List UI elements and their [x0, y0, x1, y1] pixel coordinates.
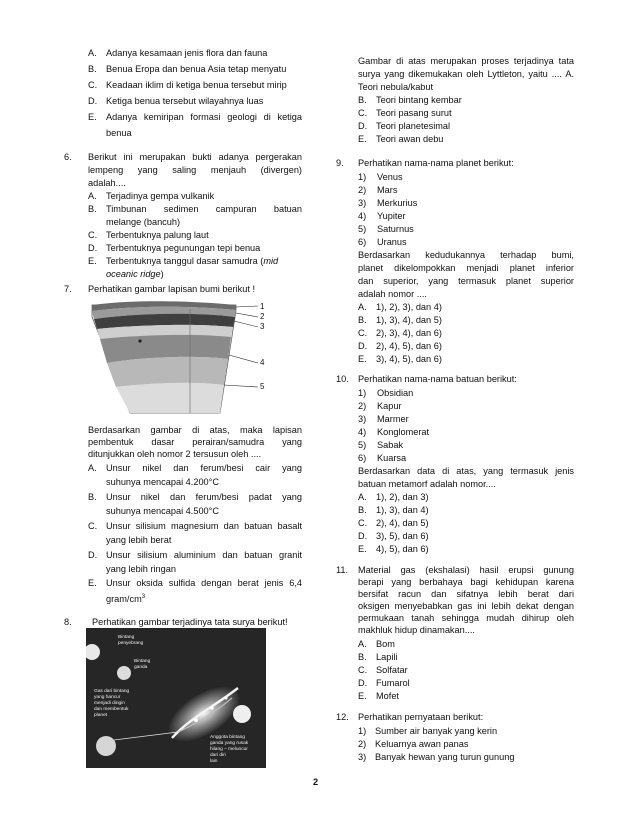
figure-label: menjadi dingin [94, 701, 125, 706]
list-number: 1) [358, 172, 367, 182]
binary-star [117, 666, 131, 680]
option-letter: C. [358, 665, 368, 675]
layer-label: 1 [260, 302, 265, 311]
option-text: 2), 4), 5), dan 6) [376, 341, 442, 351]
list-number: 1) [358, 726, 367, 736]
option-text: 1), 3), 4), dan 5) [376, 315, 442, 325]
figure-label: penyebrang [118, 641, 144, 646]
question-body: planet dikelompokkan menjadi planet inferior [358, 263, 574, 273]
option-text: Teori planetesimal [376, 121, 451, 131]
question-body: batuan metamorf adalah nomor.... [358, 479, 496, 489]
option-letter: C. [88, 230, 98, 240]
option-letter: D. [358, 531, 368, 541]
question-stem: Teori nebula/kabut [358, 82, 434, 92]
option-text: 2), 4), dan 5) [376, 518, 429, 528]
option-text: Terbentuknya pegunungan tepi benua [106, 243, 261, 253]
question-body: adalah nomor .... [358, 289, 427, 299]
option-text-italic-cont: oceanic ridge [106, 269, 161, 279]
unit-superscript: 3 [141, 594, 146, 600]
option-letter: B. [358, 505, 367, 515]
list-number: 3) [358, 198, 367, 208]
question-stem: bersifat racun dan sifatnya lebih berat dari [358, 589, 574, 599]
layer-label: 5 [260, 382, 265, 391]
list-number: 5) [358, 224, 367, 234]
option-text: Ketiga benua tersebut wilayahnya luas [106, 96, 264, 106]
option-letter: D. [358, 341, 368, 351]
option-text: Terjadinya gempa vulkanik [106, 191, 215, 201]
option-letter: A. [88, 191, 97, 201]
option-letter: D. [88, 550, 98, 560]
layer-label: 2 [260, 312, 265, 321]
option-letter: B. [88, 64, 97, 74]
question-stem: permukaan tanah sehingga mudah dihirup oleh [358, 613, 574, 623]
list-item: Merkurius [377, 198, 418, 208]
option-text [106, 255, 278, 267]
option-text-cont: yang lebih ringan [106, 564, 176, 574]
figure-label: Gas dari bintang [94, 689, 130, 694]
list-number: 5) [358, 440, 367, 450]
option-letter: C. [358, 328, 368, 338]
option-text-cont [106, 268, 164, 280]
option-letter: E. [358, 691, 367, 701]
option-text: Benua Eropa dan benua Asia tetap menyatu [106, 64, 287, 74]
list-number: 4) [358, 211, 367, 221]
option-letter: A. [358, 639, 367, 649]
option-text-cont [106, 591, 145, 605]
option-text: Keadaan iklim di ketiga benua tersebut mirip [106, 80, 287, 90]
option-text: Mofet [376, 691, 399, 701]
option-text: 1), 2), 3), dan 4) [376, 302, 442, 312]
list-number: 3) [358, 752, 367, 762]
figure-label: ganda yang rusak [210, 741, 249, 746]
list-item: Konglomerat [377, 427, 430, 437]
option-text: Unsur silisium magnesium dan batuan basalt [106, 521, 302, 531]
question-stem: surya yang dikemukakan oleh Lyttleton, yaitu .... A. [358, 69, 574, 79]
option-text: Teori bintang kembar [376, 95, 462, 105]
list-item: Saturnus [377, 224, 414, 234]
list-number: 4) [358, 427, 367, 437]
option-text-cont: melange (bancuh) [106, 217, 181, 227]
list-item: Kuarsa [377, 453, 407, 463]
question-body: Berdasarkan gambar di atas, maka lapisan [88, 425, 302, 435]
option-text: Teori pasang surut [376, 108, 452, 118]
question-stem: Material gas (ekshalasi) hasil erupsi gunung [358, 565, 574, 575]
option-text: Terbentuknya palung laut [106, 230, 209, 240]
list-item: Kapur [377, 401, 402, 411]
option-text: Unsur oksida sulfida dengan berat jenis 6,4 [106, 578, 302, 588]
option-text: Teori awan debu [376, 134, 444, 144]
option-text: 1), 2), dan 3) [376, 492, 429, 502]
list-number: 2) [358, 739, 367, 749]
option-text-cont: suhunya mencapai 4.200°C [106, 477, 219, 487]
option-letter: E. [358, 544, 367, 554]
question-body: pembentuk dasar perairan/samudra yang [88, 437, 302, 447]
list-item: Mars [377, 185, 398, 195]
question-number: 12. [336, 712, 349, 722]
option-letter: E. [88, 112, 97, 122]
list-number: 1) [358, 388, 367, 398]
option-letter: D. [358, 121, 368, 131]
question-stem: Perhatikan gambar terjadinya tata surya berikut! [92, 617, 288, 627]
figure-label: Bintang [118, 635, 135, 640]
figure-label: ganda [134, 665, 148, 670]
option-text-main: Terbentuknya tanggul dasar samudra ( [106, 256, 264, 266]
option-text: 4), 5), dan 6) [376, 544, 429, 554]
list-item: Venus [377, 172, 403, 182]
option-letter: C. [88, 521, 98, 531]
list-item: Keluarnya awan panas [375, 739, 469, 749]
page-number: 2 [313, 777, 319, 787]
option-text-cont: suhunya mencapai 4.500°C [106, 506, 219, 516]
question-stem: makhluk hidup dinamakan.... [358, 625, 475, 635]
question-number: 9. [336, 158, 344, 168]
figure-label: lain [210, 759, 218, 764]
disrupted-star [233, 705, 251, 723]
question-stem: lempeng yang saling menjauh (divergen) [88, 165, 302, 175]
list-number: 6) [358, 453, 367, 463]
figure-label: yang hancur [94, 695, 121, 700]
option-letter: D. [88, 96, 98, 106]
figure-label: dan membentuk [94, 707, 129, 712]
question-stem: berapi yang berbahaya bagi kehidupan karena [358, 577, 574, 587]
question-number: 7. [64, 284, 72, 294]
unit-text: gram/cm [106, 594, 142, 605]
option-text-close: ) [160, 269, 164, 279]
layer-label: 3 [260, 322, 265, 331]
option-letter: B. [88, 492, 97, 502]
option-letter: E. [358, 354, 367, 364]
option-text: Lapili [376, 652, 398, 662]
option-text: Fumarol [376, 678, 410, 688]
option-text: Unsur nikel dan ferum/besi cair yang [106, 463, 302, 473]
earth-layers-figure [86, 297, 286, 415]
option-text-cont: yang lebih berat [106, 535, 172, 545]
list-number: 2) [358, 401, 367, 411]
option-text-cont: benua [106, 128, 132, 138]
question-stem: adalah.... [88, 178, 126, 188]
option-letter: A. [358, 492, 367, 502]
figure-label: Anggota bintang [210, 735, 245, 740]
list-item: Obsidian [377, 388, 414, 398]
list-number: 6) [358, 237, 367, 247]
list-number: 2) [358, 185, 367, 195]
option-text: Timbunan sedimen campuran batuan [106, 204, 302, 214]
option-text: 3), 5), dan 6) [376, 531, 429, 541]
question-stem: Perhatikan gambar lapisan bumi berikut ! [88, 284, 255, 294]
question-number: 8. [64, 617, 72, 627]
list-item: Uranus [377, 237, 407, 247]
option-letter: E. [88, 578, 97, 588]
option-text: Solfatar [376, 665, 408, 675]
question-stem: Perhatikan nama-nama batuan berikut: [358, 374, 517, 384]
option-text-italic: mid [263, 256, 279, 266]
tidal-theory-figure [86, 628, 266, 768]
layer-label: 4 [260, 358, 265, 367]
option-text: 3), 4), 5), dan 6) [376, 354, 442, 364]
option-text: Adanya kesamaan jenis flora dan fauna [106, 48, 268, 58]
question-body: Berdasarkan kedudukannya terhadap bumi, [358, 250, 574, 260]
option-letter: A. [358, 302, 367, 312]
option-text: Bom [376, 639, 395, 649]
option-text: Unsur silisium aluminium dan batuan granit [106, 550, 302, 560]
option-text: 2), 3), 4), dan 6) [376, 328, 442, 338]
option-letter: C. [358, 108, 368, 118]
question-stem: Berikut ini merupakan bukti adanya pergerakan [88, 152, 302, 162]
option-letter: A. [88, 48, 97, 58]
option-text: Adanya kemiripan formasi geologi di ketiga [106, 112, 302, 122]
question-stem: Gambar di atas merupakan proses terjadinya tata [358, 56, 574, 66]
figure-label: hilang – meluncur [210, 747, 248, 752]
option-letter: B. [358, 315, 367, 325]
option-text: 1), 3), dan 4) [376, 505, 429, 515]
question-stem: Perhatikan nama-nama planet berikut: [358, 158, 514, 168]
list-number: 3) [358, 414, 367, 424]
option-letter: E. [88, 256, 97, 266]
option-letter: B. [88, 204, 97, 214]
question-number: 11. [336, 565, 349, 575]
question-body: dan superior, yang termasuk planet superior [358, 276, 574, 286]
option-letter: D. [88, 243, 98, 253]
option-letter: D. [358, 678, 368, 688]
figure-label: dari diri [210, 753, 226, 758]
list-item: Marmer [377, 414, 409, 424]
question-body: Berdasarkan data di atas, yang termasuk jenis [358, 466, 574, 476]
figure-label: planet [94, 713, 108, 718]
question-number: 6. [64, 152, 72, 162]
list-item: Banyak hewan yang turun gunung [375, 752, 515, 762]
question-stem: Perhatikan pernyataan berikut: [358, 712, 484, 722]
question-stem: oksigen menyebabkan gas ini lebih dekat dengan [358, 601, 574, 611]
option-letter: C. [88, 80, 98, 90]
option-letter: C. [358, 518, 368, 528]
option-text: Unsur nikel dan ferum/besi padat yang [106, 492, 302, 502]
question-number: 10. [336, 374, 349, 384]
option-letter: E. [358, 134, 367, 144]
remaining-star [96, 736, 116, 756]
figure-label: Bintang [134, 659, 151, 664]
list-item: Yupiter [377, 211, 406, 221]
question-body: ditunjukkan oleh nomor 2 tersusun oleh .... [88, 449, 262, 459]
option-letter: B. [358, 652, 367, 662]
list-item: Sabak [377, 440, 404, 450]
option-letter: A. [88, 463, 97, 473]
option-letter: B. [358, 95, 367, 105]
list-item: Sumber air banyak yang kerin [375, 726, 498, 736]
